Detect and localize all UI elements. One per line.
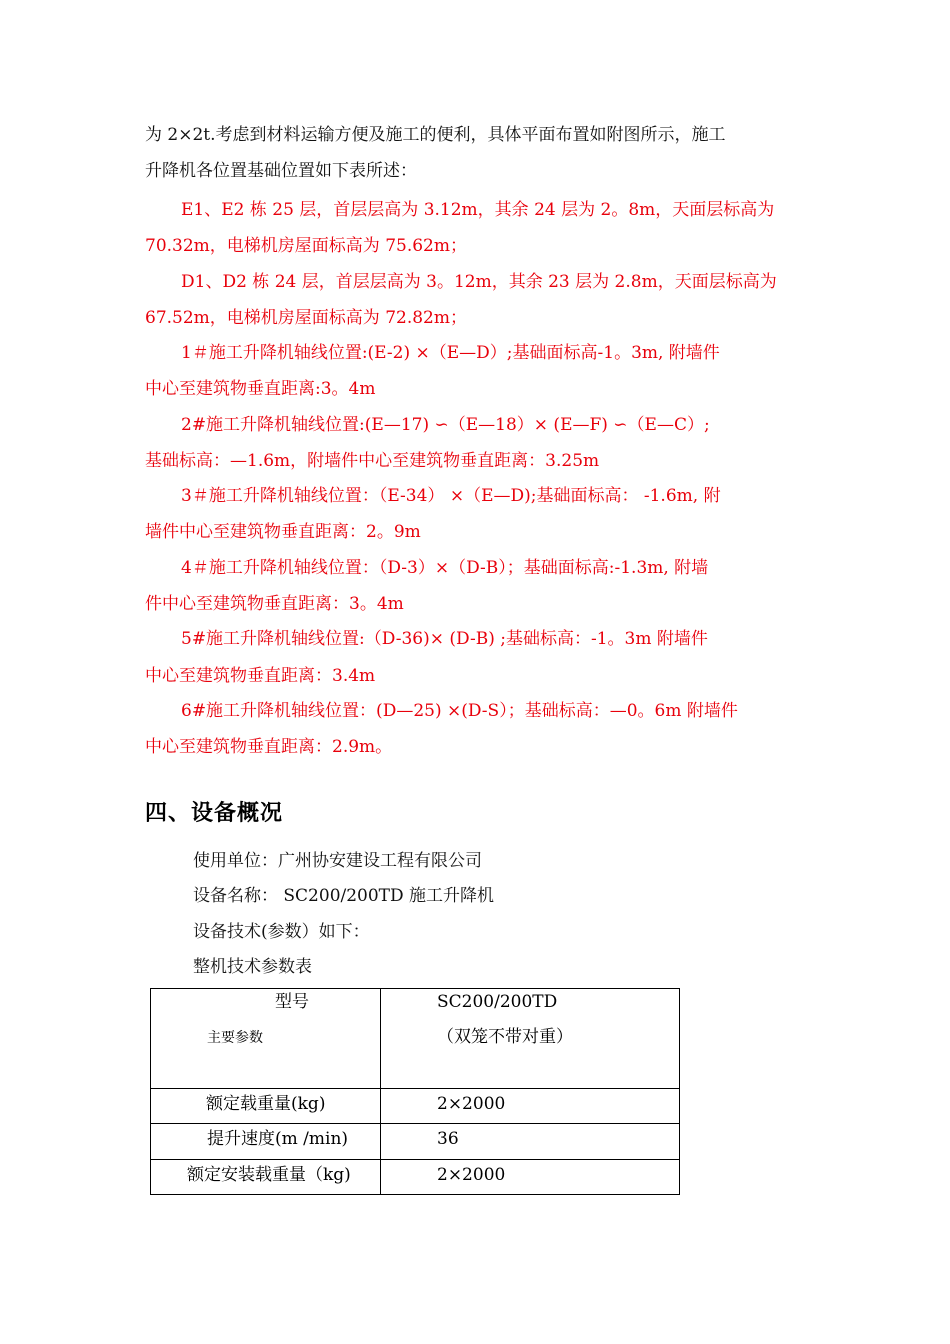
table-row-divider bbox=[151, 1159, 679, 1160]
red-line-16: 中心至建筑物垂直距离：2.9m。 bbox=[145, 737, 393, 757]
section-heading: 四、设备概况 bbox=[145, 801, 284, 826]
table-row-divider bbox=[151, 1123, 679, 1124]
red-line-15: 6#施工升降机轴线位置：(D—25) ×(D-S）；基础标高：—0。6m 附墙件 bbox=[181, 701, 738, 721]
red-line-12: 件中心至建筑物垂直距离：3。4m bbox=[145, 594, 404, 614]
table-row-value: 2×2000 bbox=[437, 1165, 506, 1185]
intro-line-2: 升降机各位置基础位置如下表所述： bbox=[145, 161, 417, 181]
red-line-7: 2#施工升降机轴线位置:(E—17) ∽（E—18）× (E—F) ∽（E—C）; bbox=[181, 415, 710, 435]
table-row-divider bbox=[151, 1088, 679, 1089]
intro-line-1: 为 2×2t.考虑到材料运输方便及施工的便利，具体平面布置如附图所示，施工 bbox=[145, 125, 726, 145]
table-row-value: 2×2000 bbox=[437, 1094, 506, 1114]
table-row-label: 提升速度(m /min) bbox=[207, 1129, 349, 1149]
table-row-label: 额定安装载重量（kg) bbox=[187, 1165, 351, 1185]
table-row-label: 额定载重量(kg) bbox=[206, 1094, 326, 1114]
info-tech-params: 设备技术(参数）如下： bbox=[193, 922, 370, 942]
red-line-5: 1＃施工升降机轴线位置:(E-2) ×（E—D）;基础面标高-1。3m, 附墙件 bbox=[181, 343, 720, 363]
info-user-unit: 使用单位：广州协安建设工程有限公司 bbox=[193, 851, 482, 871]
table-column-divider bbox=[380, 989, 381, 1194]
red-line-14: 中心至建筑物垂直距离：3.4m bbox=[145, 666, 376, 686]
red-line-9: 3＃施工升降机轴线位置：（E-34） ×（E—D);基础面标高： -1.6m, 附 bbox=[181, 486, 721, 506]
table-row-value: 36 bbox=[437, 1129, 459, 1149]
red-line-8: 基础标高：—1.6m，附墙件中心至建筑物垂直距离：3.25m bbox=[145, 451, 600, 471]
table-header-model: 型号 bbox=[275, 992, 309, 1012]
table-header-model-note: （双笼不带对重） bbox=[437, 1027, 573, 1047]
red-line-10: 墙件中心至建筑物垂直距离：2。9m bbox=[145, 522, 421, 542]
info-equipment-name: 设备名称： SC200/200TD 施工升降机 bbox=[193, 886, 495, 906]
table-header-main-params: 主要参数 bbox=[207, 1030, 263, 1046]
red-line-6: 中心至建筑物垂直距离:3。4m bbox=[145, 379, 376, 399]
red-line-11: 4＃施工升降机轴线位置：（D-3）×（D-B）；基础面标高:-1.3m, 附墙 bbox=[181, 558, 709, 578]
red-line-4: 67.52m，电梯机房屋面标高为 72.82m； bbox=[145, 308, 467, 328]
info-table-title: 整机技术参数表 bbox=[193, 957, 312, 977]
red-line-1: E1、E2 栋 25 层，首层层高为 3.12m，其余 24 层为 2。8m，天面层标高为 bbox=[181, 200, 775, 220]
red-line-2: 70.32m，电梯机房屋面标高为 75.62m； bbox=[145, 236, 467, 256]
parameter-table bbox=[150, 988, 680, 1195]
table-header-model-value: SC200/200TD bbox=[437, 992, 558, 1012]
red-line-13: 5#施工升降机轴线位置:（D-36)× (D-B) ;基础标高：-1。3m 附墙件 bbox=[181, 629, 708, 649]
red-line-3: D1、D2 栋 24 层，首层层高为 3。12m，其余 23 层为 2.8m，天面层标高为 bbox=[181, 272, 777, 292]
